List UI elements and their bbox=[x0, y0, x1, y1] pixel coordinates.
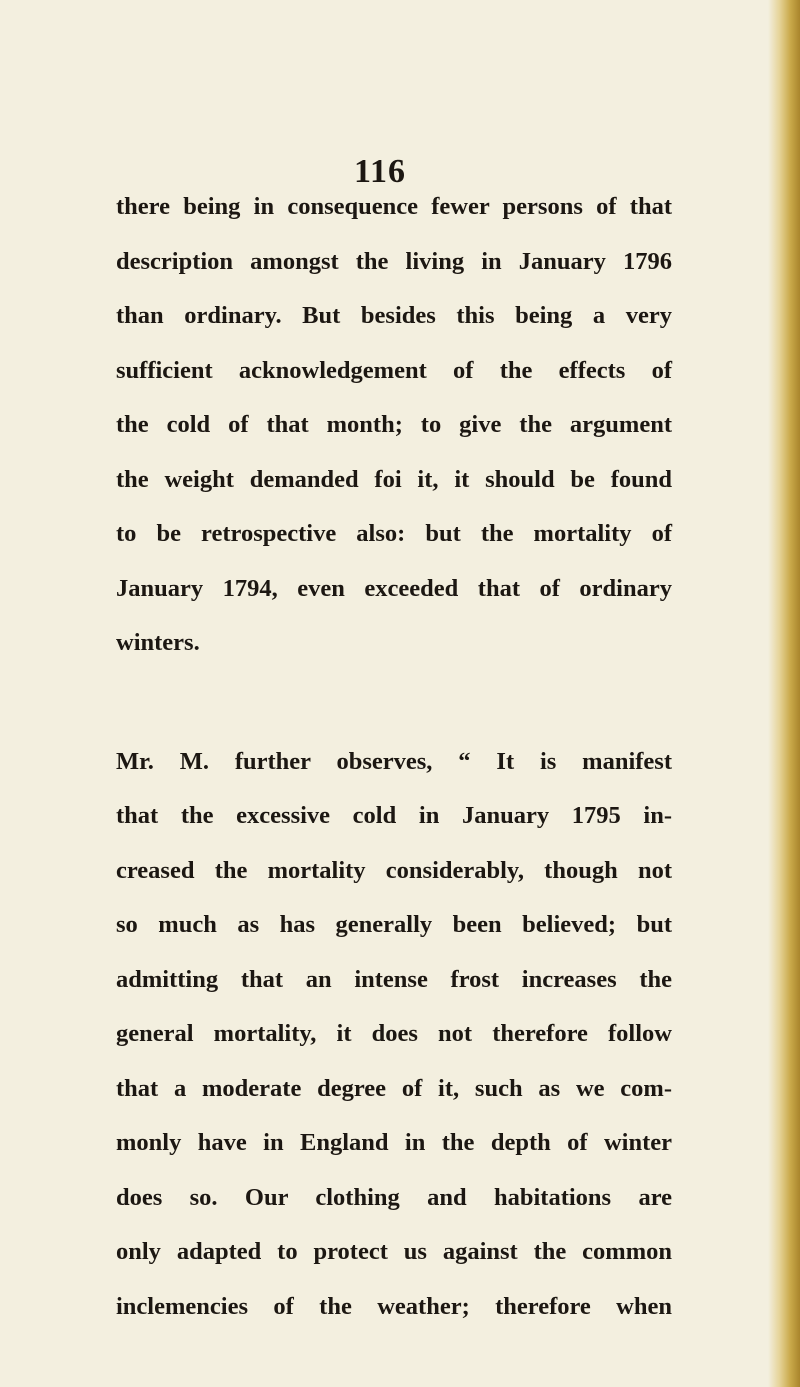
text-line: general mortality, it does not therefore follow bbox=[116, 1020, 672, 1047]
text-line: the cold of that month; to give the argument bbox=[116, 411, 672, 438]
text-line: that a moderate degree of it, such as we com- bbox=[116, 1074, 672, 1102]
text-line: so much as has generally been believed; but bbox=[116, 911, 672, 938]
paragraph-1 bbox=[116, 180, 672, 671]
text-line: monly have in England in the depth of winter bbox=[116, 1129, 672, 1156]
paragraph-2 bbox=[116, 735, 672, 1335]
text-line: description amongst the living in January 1796 bbox=[116, 247, 672, 275]
text-line: inclemencies of the weather; therefore when bbox=[116, 1292, 672, 1320]
body-text bbox=[116, 180, 672, 1334]
page-edge bbox=[768, 0, 800, 1387]
text-line: that the excessive cold in January 1795 in- bbox=[116, 802, 672, 829]
paragraph-gap bbox=[116, 671, 672, 735]
text-line: there being in consequence fewer persons of that bbox=[116, 193, 672, 220]
text-line: creased the mortality considerably, though not bbox=[116, 856, 672, 884]
text-line: does so. Our clothing and habitations are bbox=[116, 1183, 672, 1211]
text-line: Mr. M. further observes, “ It is manifest bbox=[116, 747, 672, 775]
text-line: sufficient acknowledgement of the effects of bbox=[116, 356, 672, 384]
text-line: the weight demanded foi it, it should be found bbox=[116, 465, 672, 493]
text-line: only adapted to protect us against the common bbox=[116, 1238, 672, 1265]
text-line: winters. bbox=[116, 629, 200, 656]
text-line: to be retrospective also: but the mortality of bbox=[116, 520, 672, 547]
text-line: admitting that an intense frost increases the bbox=[116, 965, 672, 993]
page-number: 116 bbox=[353, 153, 407, 190]
text-line: January 1794, even exceeded that of ordinary bbox=[116, 574, 672, 602]
text-line: than ordinary. But besides this being a very bbox=[116, 302, 672, 329]
